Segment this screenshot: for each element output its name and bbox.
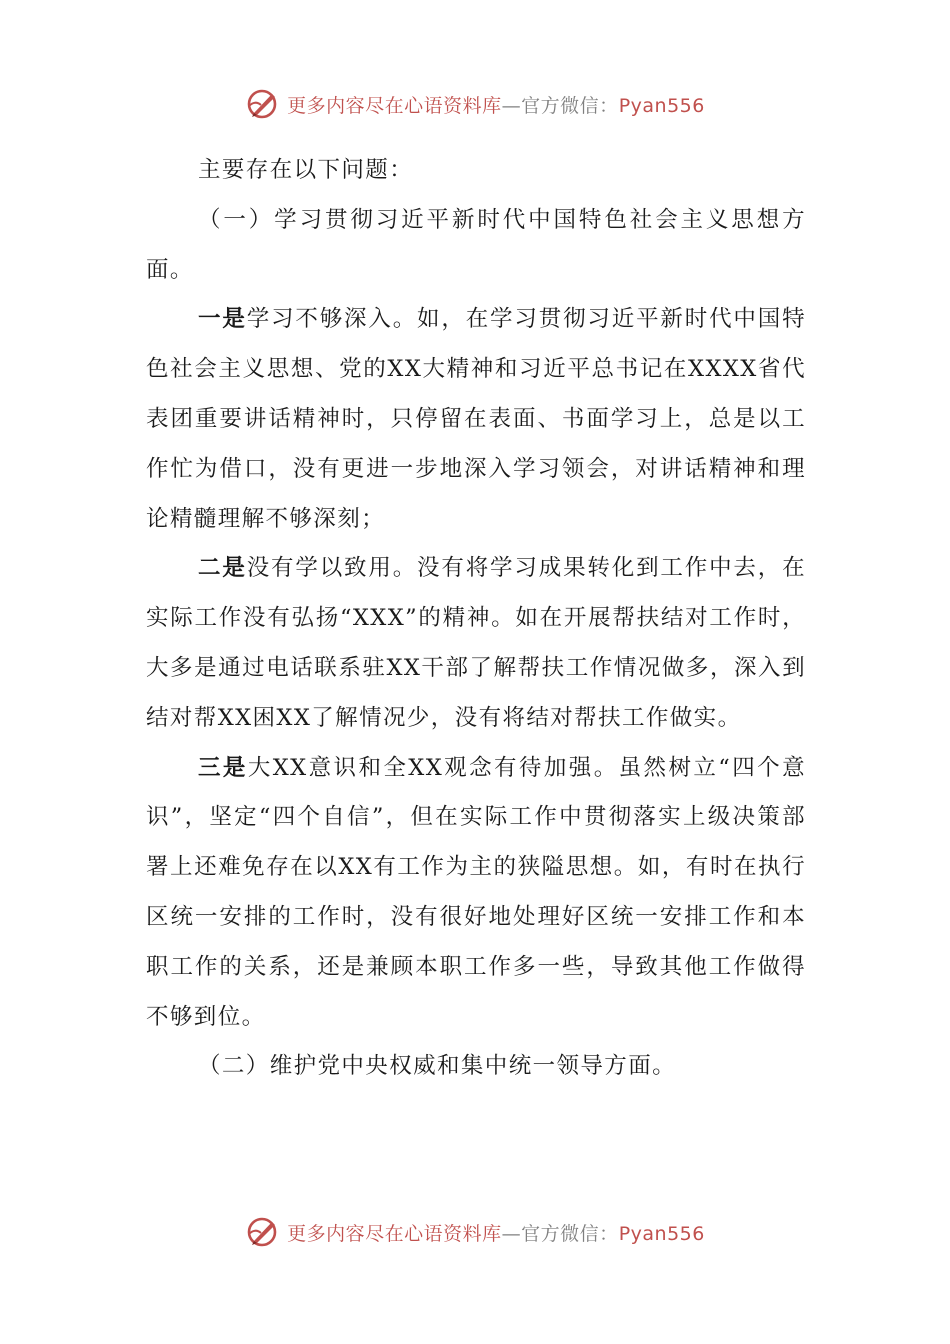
paragraph: （二）维护党中央权威和集中统一领导方面。 [198,1053,677,1080]
paragraph: 二是没有学以致用。没有将学习成果转化到工作中去，在实际工作没有弘扬“XXX”的精神。如在开展帮扶结对工作时，大多是通过电话联系驻XX干部了解帮扶工作情况做多，深入到结对帮XX困XX了解情况少，没有将结对帮扶工作做实。 [146,555,806,731]
pen-logo-icon [245,1214,281,1250]
paragraph: （一）学习贯彻习近平新时代中国特色社会主义思想方面。 [146,206,806,283]
paragraph: 主要存在以下问题： [198,157,414,183]
pen-logo-icon [245,86,281,122]
watermark-text: 更多内容尽在心语资料库—官方微信：Pyan556 [287,1222,705,1245]
paragraph: 一是学习不够深入。如，在学习贯彻习近平新时代中国特色社会主义思想、党的XX大精神和习近平总书记在XXXX省代表团重要讲话精神时，只停留在表面、书面学习上，总是以工作忙为借口，没有更进一步地深入学习领会，对讲话精神和理论精髓理解不够深刻； [146,306,806,532]
paragraph-lead: 一是 [198,306,247,333]
paragraph: 三是大XX意识和全XX观念有待加强。虽然树立“四个意识”，坚定“四个自信”，但在实际工作中贯彻落实上级决策部署上还难免存在以XX有工作为主的狭隘思想。如，有时在执行区统一安排的工作时，没有很好地处理好区统一安排工作和本职工作的关系，还是兼顾本职工作多一些，导致其他工作做得不够到位。 [146,754,806,1030]
paragraph-lead: 三是 [198,754,248,781]
header-watermark [0,82,950,126]
document-body [146,146,806,1092]
watermark-text: 更多内容尽在心语资料库—官方微信：Pyan556 [287,94,705,117]
footer-watermark [0,1210,950,1254]
paragraph-lead: 二是 [198,555,247,582]
